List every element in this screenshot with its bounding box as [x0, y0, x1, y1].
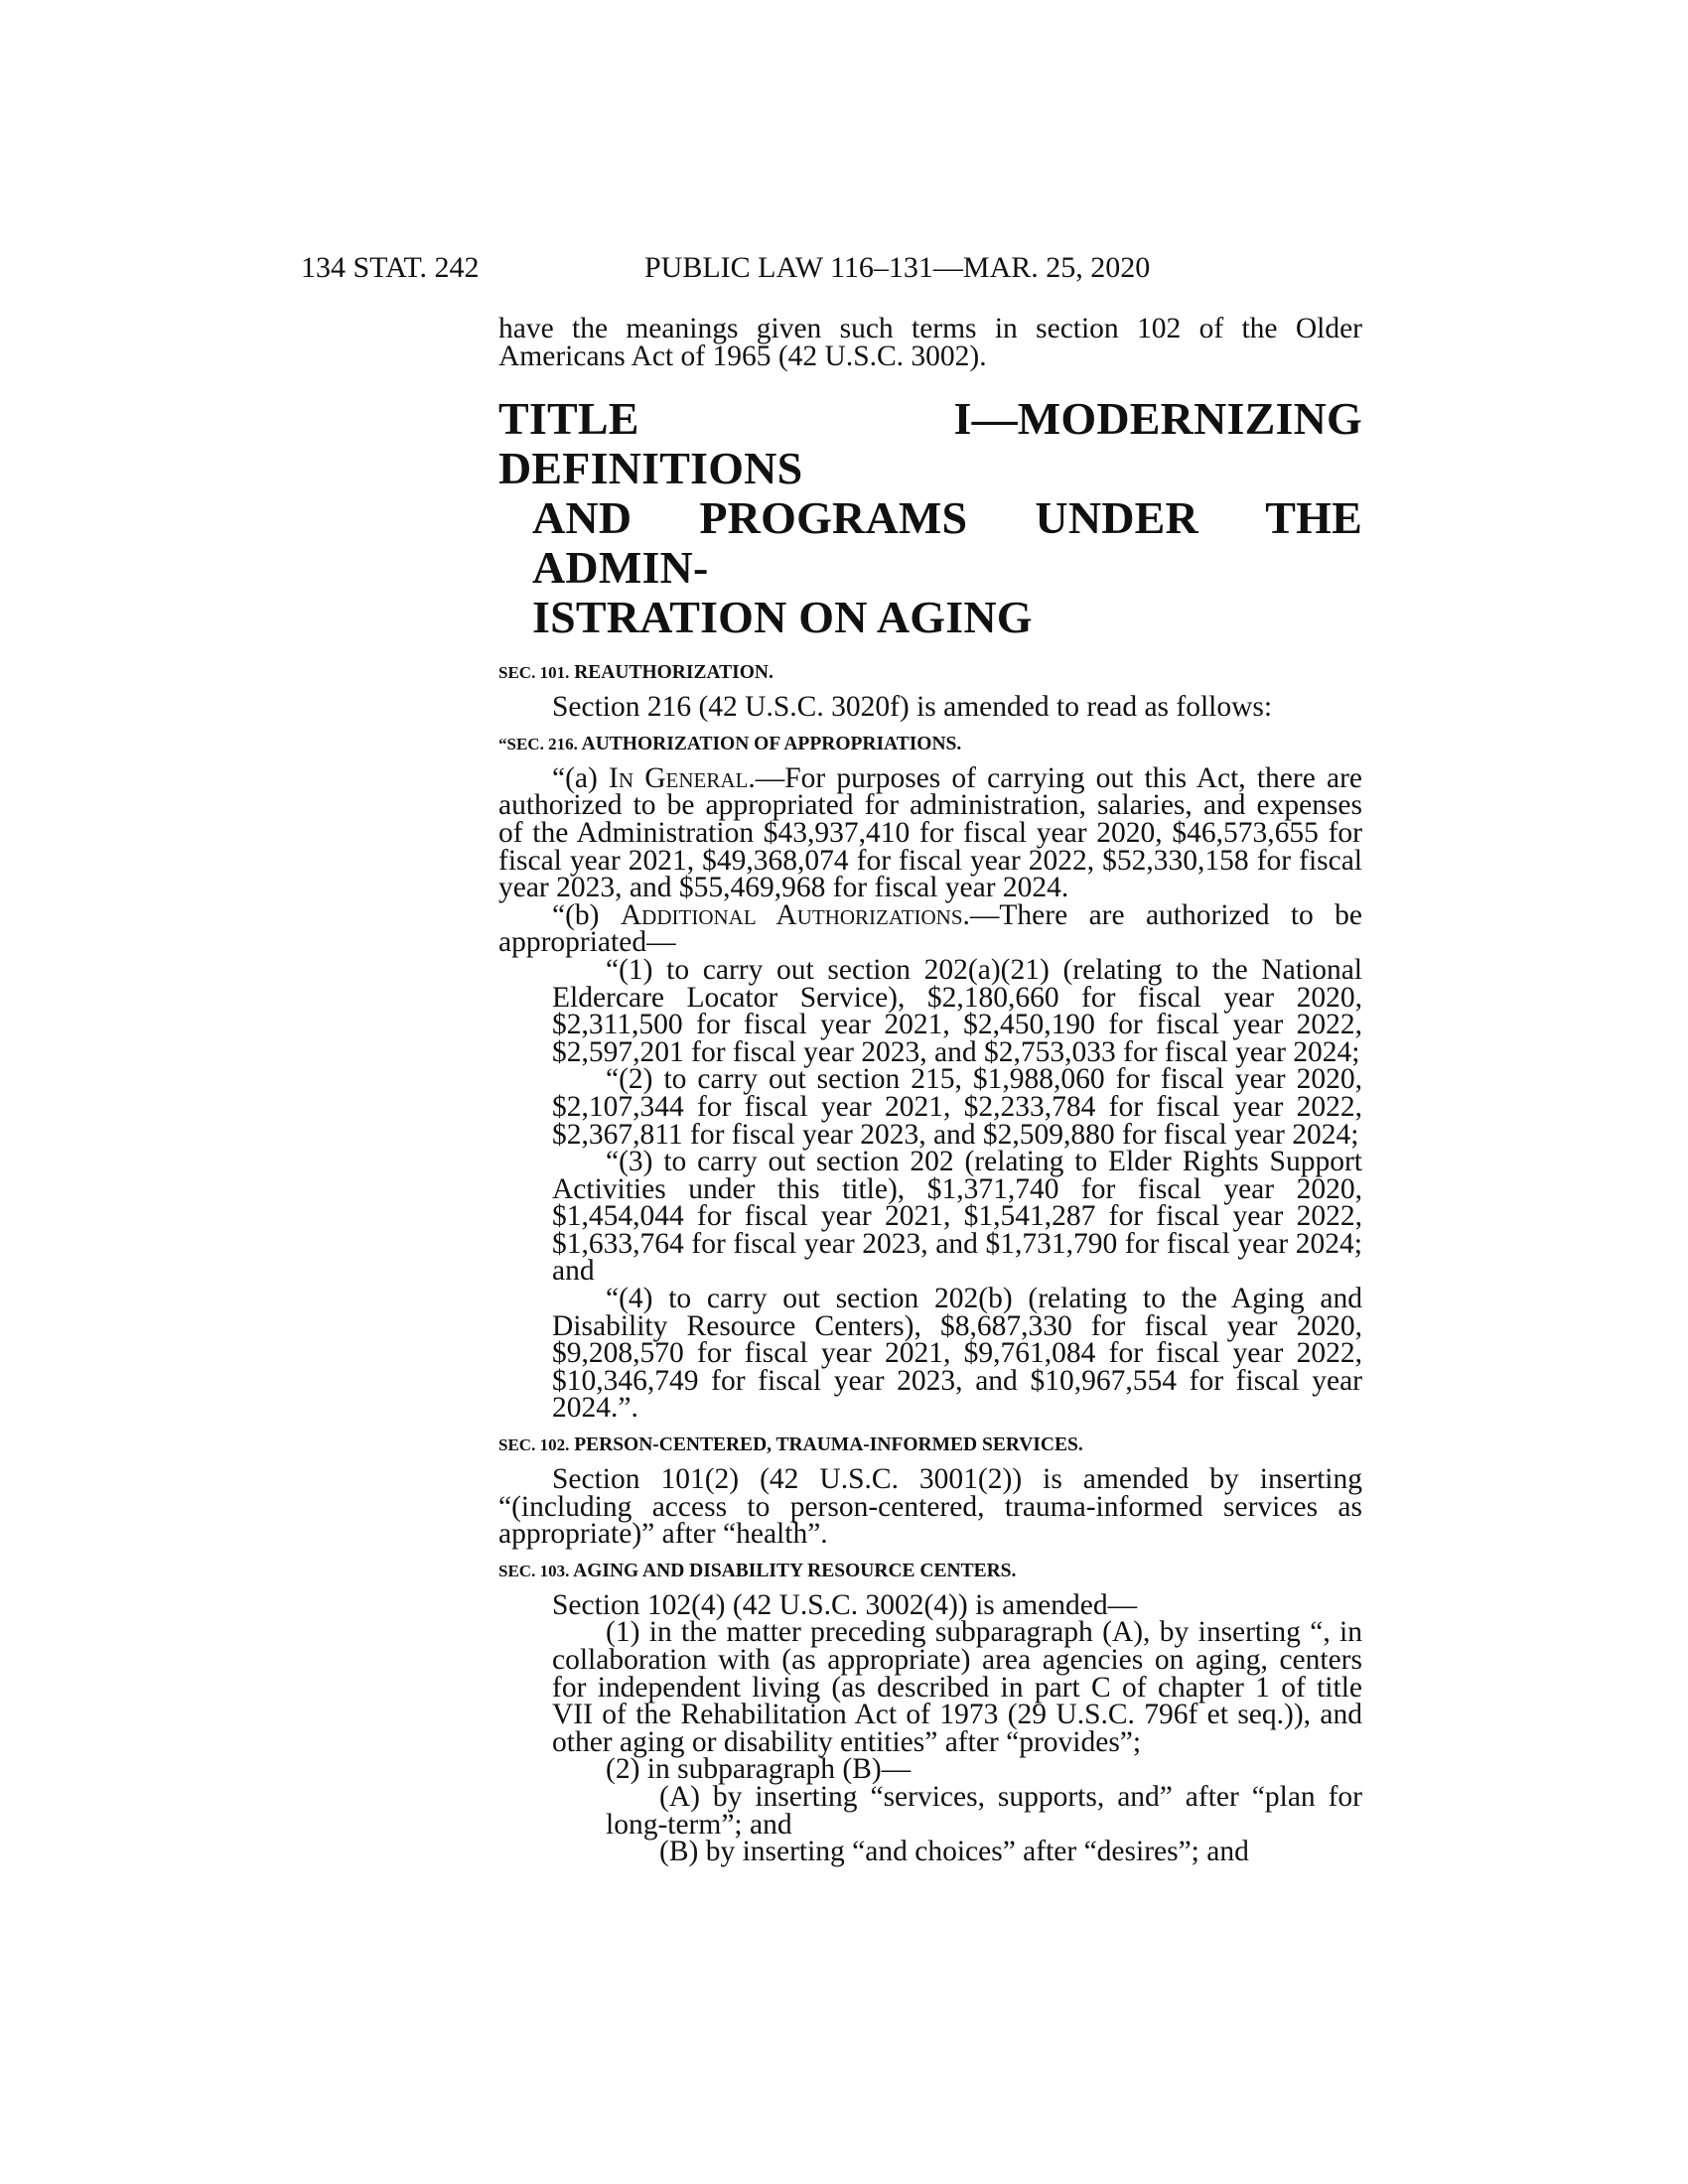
section-103-item-1: (1) in the matter preceding subparagraph (A), by inserting “, in collaboration with (as appropriate) area agencies on aging, centers for independent living (as described in part C of chapter 1 of title VII of the Rehabilitation Act of 1973 (29 U.S.C. 796f et seq.)), and other aging or disability entities” after “provides”; — [552, 1616, 1362, 1758]
title-line-3: ISTRATION ON AGING — [532, 592, 1033, 643]
section-101-body: Section 216 (42 U.S.C. 3020f) is amended to read as follows: — [552, 691, 1273, 724]
section-101-number: SEC. 101. — [498, 663, 570, 683]
paragraph-item: “(3) to carry out section 202 (relating to Elder Rights Support Activities under this title), $1,371,740 for fiscal year 2020, $1,454,044 for fiscal year 2021, $1,541,287 for fiscal year 2022, $1,633,764 for fiscal year 2023, and $1,731,790 for fiscal year 2024; and — [552, 1146, 1362, 1288]
section-101-heading — [498, 662, 1362, 684]
subsection-b — [498, 898, 1362, 959]
paragraph-item: “(4) to carry out section 202(b) (relating to the Aging and Disability Resource Centers), $8,687,330 for fiscal year 2020, $9,208,570 for fiscal year 2021, $9,761,084 for fiscal year 2022, $10,346,749 for fiscal year 2023, and $10,967,554 for fiscal year 2024.”. — [552, 1283, 1362, 1425]
section-216-title: AUTHORIZATION OF APPROPRIATIONS. — [581, 733, 962, 754]
section-103-heading — [498, 1561, 1362, 1582]
subsection-b-heading: Additional Authorizations — [620, 898, 963, 931]
public-law-title: PUBLIC LAW 116–131—MAR. 25, 2020 — [644, 251, 1151, 284]
subsection-a-text: .—For purposes of carrying out this Act, there are authorized to be appropriated for administration, salaries, and expenses of the Administration $43,937,410 for fiscal year 2020, $46,573,655 for fiscal year 2021, $49,368,074 for fiscal year 2022, $52,330,158 for fiscal year 2023, and $55,469,968 for fiscal year 2024. — [498, 761, 1362, 904]
section-101-title: REAUTHORIZATION. — [574, 662, 774, 684]
section-102-body: Section 101(2) (42 U.S.C. 3001(2)) is amended by inserting “(including access to person-centered, trauma-informed services as appropriate)” after “health”. — [498, 1463, 1362, 1551]
section-103-body: Section 102(4) (42 U.S.C. 3002(4)) is amended— — [552, 1588, 1138, 1621]
intro-paragraph: have the meanings given such terms in section 102 of the Older Americans Act of 1965 (42 U.S.C. 3002). — [498, 313, 1362, 372]
subsection-a — [498, 761, 1362, 904]
section-103-number: SEC. 103. — [498, 1561, 570, 1580]
section-103-title: AGING AND DISABILITY RESOURCE CENTERS. — [573, 1560, 1017, 1581]
title-line-1: TITLE I—MODERNIZING DEFINITIONS — [498, 393, 1362, 494]
section-103-item-2: (2) in subparagraph (B)— — [606, 1753, 912, 1786]
paragraph-item: “(2) to carry out section 215, $1,988,060 for fiscal year 2020, $2,107,344 for fiscal year 2021, $2,233,784 for fiscal year 2022, $2,367,811 for fiscal year 2023, and $2,509,880 for fiscal year 2024; — [552, 1063, 1362, 1151]
subsection-a-heading: In General — [609, 761, 749, 794]
page-header — [301, 248, 1214, 288]
section-103-subitem-a: (A) by inserting “services, supports, and” after “plan for long-term”; and — [606, 1780, 1362, 1841]
section-102-number: SEC. 102. — [498, 1435, 570, 1455]
section-102-heading — [498, 1434, 1362, 1456]
paragraph-item: “(1) to carry out section 202(a)(21) (relating to the National Eldercare Locator Service), $2,180,660 for fiscal year 2020, $2,311,500 for fiscal year 2021, $2,450,190 for fiscal year 2022, $2,597,201 for fiscal year 2023, and $2,753,033 for fiscal year 2024; — [552, 953, 1362, 1068]
section-216-heading — [498, 734, 1362, 755]
subsection-a-label: “(a) — [552, 761, 610, 794]
section-103-subitem-b: (B) by inserting “and choices” after “desires”; and — [659, 1836, 1249, 1868]
subsection-b-label: “(b) — [552, 898, 621, 931]
section-216-number: “SEC. 216. — [498, 734, 578, 753]
title-line-2: AND PROGRAMS UNDER THE ADMIN- — [532, 492, 1362, 594]
document-body — [498, 313, 1362, 1868]
subsection-b-text: .—There are authorized to be appropriated— — [498, 898, 1362, 959]
section-102-title: PERSON-CENTERED, TRAUMA-INFORMED SERVICES. — [574, 1434, 1083, 1456]
title-heading — [498, 394, 1362, 642]
stat-page-number: 134 STAT. 242 — [301, 251, 480, 284]
